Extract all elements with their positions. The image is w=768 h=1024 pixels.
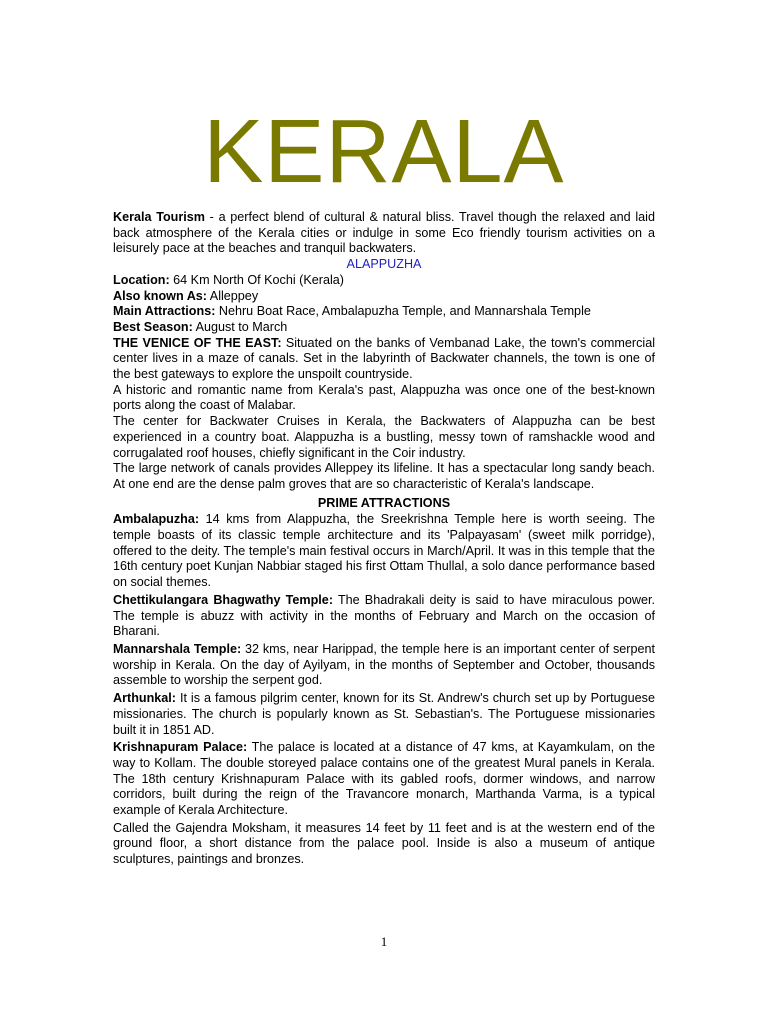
attraction-label: Ambalapuzha: — [113, 512, 200, 527]
fact-label: Also known As: — [113, 288, 207, 303]
attraction-text: 32 kms, near Harippad, the temple here is an important center of serpent worship in Kerala. On the day of Ayilyam, in the months of September and October, thousands assemble to worship the serpent god. — [113, 641, 655, 688]
venice-text: Situated on the banks of Vembanad Lake, the town's commercial center lives in a maze of canals. Set in the labyrinth of Backwater channels, the town is one of the best gateways to explore the unspoilt countryside. — [113, 335, 655, 382]
document-title: KERALA — [203, 102, 565, 202]
fact-value: Alleppey — [207, 288, 259, 303]
attraction-mannarshala — [113, 642, 655, 689]
attraction-ambalapuzha — [113, 512, 655, 591]
attraction-text: The palace is located at a distance of 47 kms, at Kayamkulam, on the way to Kollam. The double storeyed palace contains one of the greatest Mural panels in Kerala. The 18th century Krishnapuram Palace with its gabled roofs, dormer windows, and narrow corridors, built during the reign of the Travancore monarch, Marthanda Varma, is a typical example of Kerala Architecture. — [113, 740, 655, 818]
closing-paragraph: Called the Gajendra Moksham, it measures 14 feet by 11 feet and is at the western end of the ground floor, a short distance from the palace pool. Inside is also a museum of antique sculptures, paintings and bronzes. — [113, 820, 655, 867]
fact-value: 64 Km North Of Kochi (Kerala) — [169, 272, 344, 287]
fact-label: Location: — [113, 272, 170, 287]
fact-also-known-as — [113, 289, 655, 305]
venice-label: THE VENICE OF THE EAST: — [113, 335, 282, 350]
body-paragraph: A historic and romantic name from Kerala's past, Alappuzha was once one of the best-known ports along the coast of Malabar. — [113, 382, 655, 413]
attraction-text: 14 kms from Alappuzha, the Sreekrishna Temple here is worth seeing. The temple boasts of its classic temple architecture and its 'Palpayasam' (sweet milk porridge), offered to the deity. The temple's main festival occurs in March/April. It was in this temple that the 16th century poet Kunjan Nabbiar staged his first Ottam Thullal, a solo dance performance based on social themes. — [113, 512, 655, 590]
fact-label: Main Attractions: — [113, 304, 216, 319]
intro-paragraph — [113, 210, 655, 257]
fact-main-attractions — [113, 304, 655, 320]
attraction-chettikulangara — [113, 593, 655, 640]
section-subtitle: ALAPPUZHA — [346, 257, 422, 272]
intro-text: - a perfect blend of cultural & natural bliss. Travel though the relaxed and laid back atmosphere of the Kerala cities or indulge in some Eco friendly tourism activities on a leisurely pace at the beaches and tranquil backwaters. — [113, 210, 655, 256]
fact-best-season — [113, 320, 655, 336]
body-paragraph: The large network of canals provides Alleppey its lifeline. It has a spectacular long sandy beach. At one end are the dense palm groves that are so characteristic of Kerala's landscape. — [113, 461, 655, 491]
attractions-heading: PRIME ATTRACTIONS — [317, 495, 451, 510]
fact-label: Best Season: — [113, 319, 193, 334]
attraction-text: It is a famous pilgrim center, known for its St. Andrew's church set up by Portuguese missionaries. The church is popularly known as St. Sebastian's. The Portuguese missionaries built it in 1851 AD. — [113, 691, 655, 737]
attraction-text: The Bhadrakali deity is said to have miraculous power. The temple is abuzz with activity in the months of February and March on the occasion of Bharani. — [113, 592, 655, 639]
attraction-label: Mannarshala Temple: — [113, 641, 242, 656]
attraction-label: Krishnapuram Palace: — [113, 740, 248, 755]
fact-value: Nehru Boat Race, Ambalapuzha Temple, and Mannarshala Temple — [215, 304, 591, 319]
attraction-arthunkal — [113, 691, 655, 738]
fact-value: August to March — [192, 319, 288, 334]
attraction-krishnapuram — [113, 740, 655, 819]
attraction-label: Chettikulangara Bhagwathy Temple: — [113, 592, 334, 607]
intro-label: Kerala Tourism — [113, 210, 205, 224]
document-body — [113, 210, 655, 868]
venice-paragraph — [113, 336, 655, 383]
fact-location — [113, 273, 655, 289]
page-number: 1 — [380, 934, 388, 949]
attraction-label: Arthunkal: — [113, 691, 176, 706]
body-paragraph: The center for Backwater Cruises in Kerala, the Backwaters of Alappuzha can be best experienced in a country boat. Alappuzha is a bustling, messy town of ramshackle wood and corrugalated roof houses, chiefly significant in the Coir industry. — [113, 414, 655, 460]
